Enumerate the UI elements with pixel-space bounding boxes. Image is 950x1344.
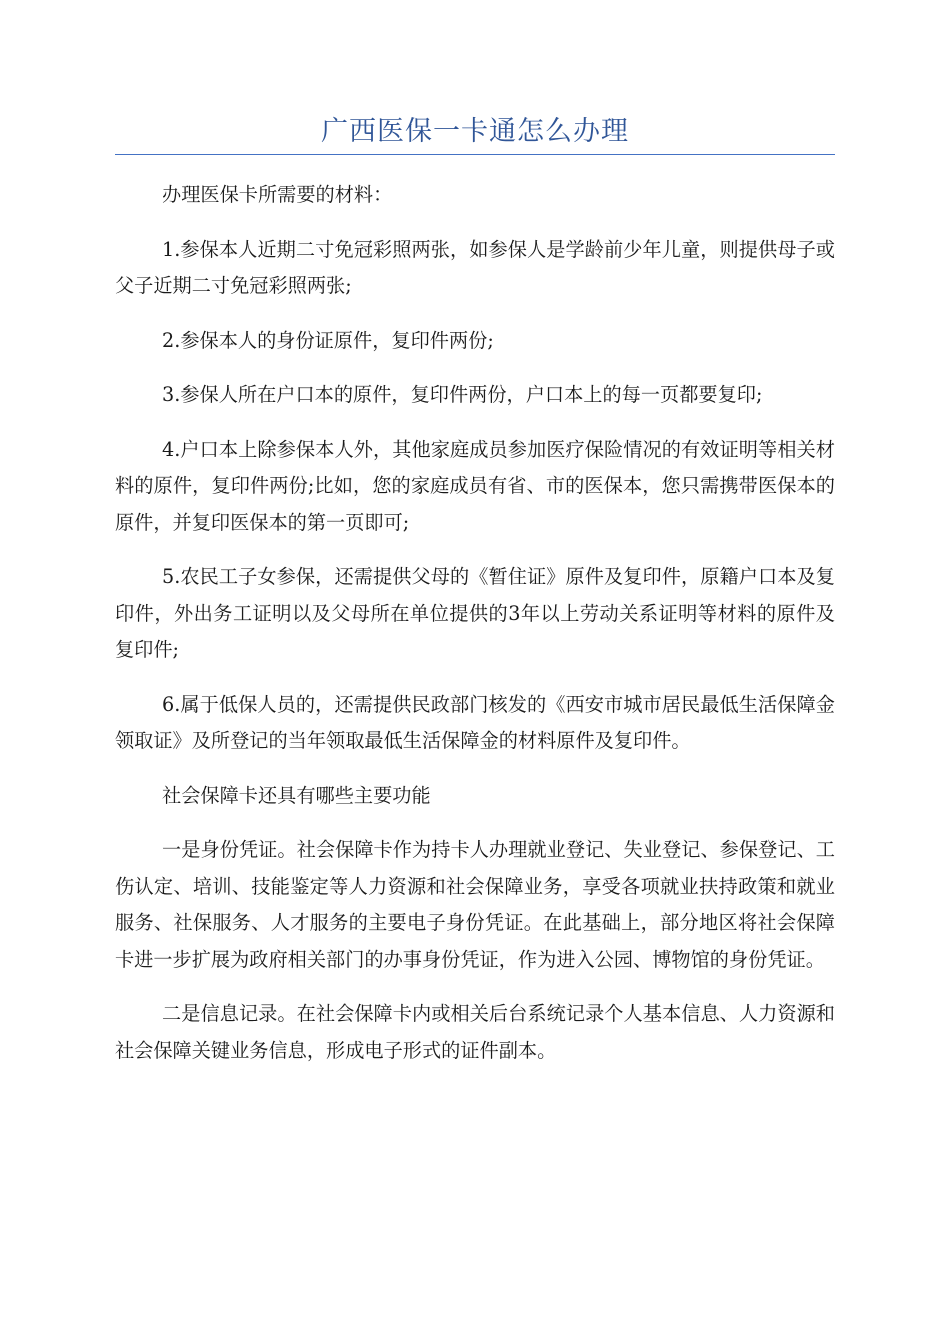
- paragraph-functions-heading: 社会保障卡还具有哪些主要功能: [162, 783, 431, 807]
- paragraph-item-3: 3.参保人所在户口本的原件，复印件两份，户口本上的每一页都要复印;: [162, 383, 763, 406]
- paragraph-materials-heading: 办理医保卡所需要的材料：: [162, 183, 393, 206]
- paragraph-item-6: 6.属于低保人员的，还需提供民政部门核发的《西安市城市居民最低生活保障金领取证》及所登记的当年领取最低生活保障金的材料原件及复印件。: [115, 692, 835, 752]
- paragraph-item-1: 1.参保本人近期二寸免冠彩照两张，如参保人是学龄前少年儿童，则提供母子或父子近期二寸免冠彩照两张;: [115, 237, 835, 297]
- paragraph-item-4: 4.户口本上除参保本人外，其他家庭成员参加医疗保险情况的有效证明等相关材料的原件，复印件两份;比如，您的家庭成员有省、市的医保本，您只需携带医保本的原件，并复印医保本的第一页即可;: [115, 437, 835, 534]
- paragraph-item-2: 2.参保本人的身份证原件，复印件两份;: [162, 328, 494, 352]
- paragraph-function-2: 二是信息记录。在社会保障卡内或相关后台系统记录个人基本信息、人力资源和社会保障关键业务信息，形成电子形式的证件副本。: [115, 1002, 835, 1062]
- document-body: [115, 177, 835, 1087]
- title-underline: [115, 154, 835, 155]
- document-title: 广西医保一卡通怎么办理: [321, 116, 629, 147]
- paragraph-function-1: 一是身份凭证。社会保障卡作为持卡人办理就业登记、失业登记、参保登记、工伤认定、培训、技能鉴定等人力资源和社会保障业务，享受各项就业扶持政策和就业服务、社保服务、人才服务的主要电子身份凭证。在此基础上，部分地区将社会保障卡进一步扩展为政府相关部门的办事身份凭证，作为进入公园、博物馆的身份凭证。: [115, 838, 835, 971]
- paragraph-item-5: 5.农民工子女参保，还需提供父母的《暂住证》原件及复印件，原籍户口本及复印件，外出务工证明以及父母所在单位提供的3年以上劳动关系证明等材料的原件及复印件;: [115, 565, 835, 661]
